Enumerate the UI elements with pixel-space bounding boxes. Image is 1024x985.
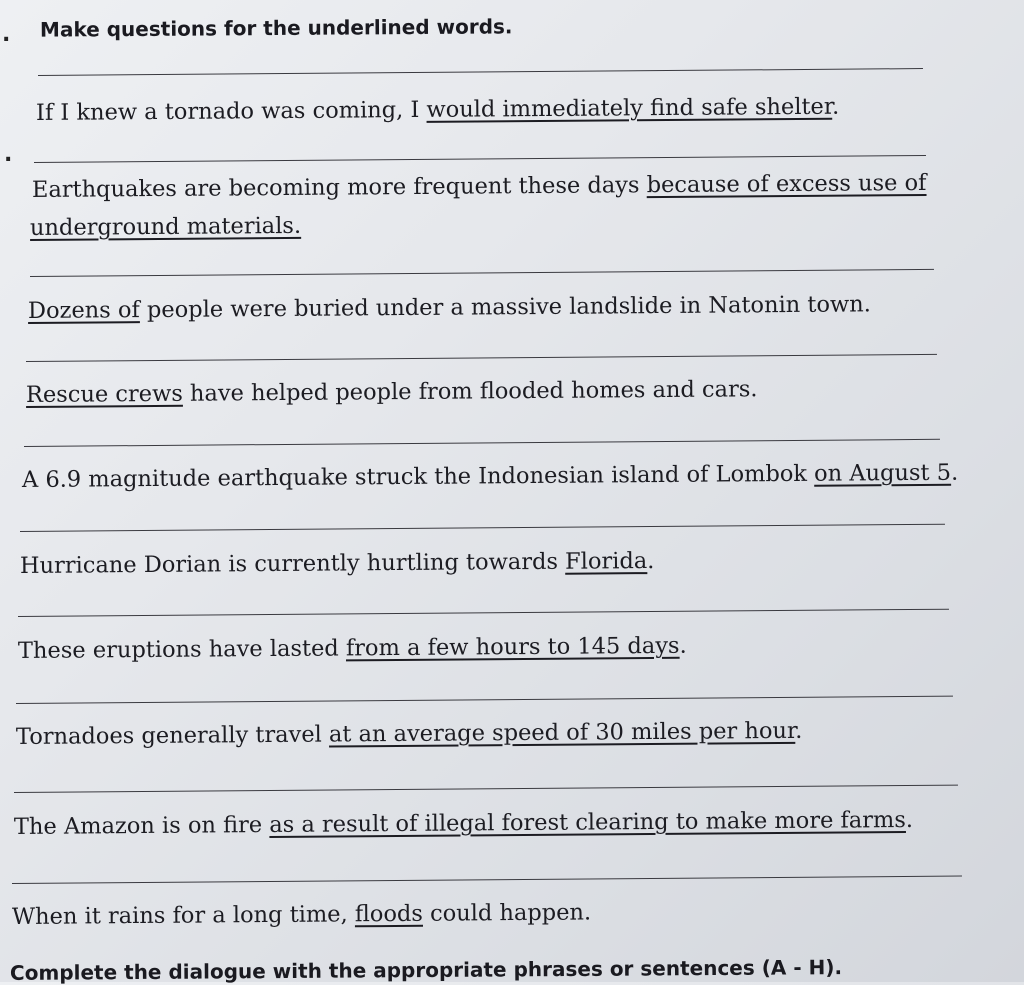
sentence-text: people were buried under a massive landslide in Natonin town. bbox=[139, 291, 871, 324]
sentence-text: . bbox=[795, 717, 803, 744]
answer-line[interactable] bbox=[14, 785, 958, 793]
underlined-phrase: Florida bbox=[565, 548, 648, 575]
answer-line[interactable] bbox=[18, 609, 949, 617]
underlined-phrase: as a result of illegal forest clearing to make more farms bbox=[269, 806, 906, 838]
underlined-phrase: floods bbox=[354, 900, 424, 928]
sentence-text: Hurricane Dorian is currently hurtling towards bbox=[19, 548, 566, 579]
sentence-text: Earthquakes are becoming more frequent these days bbox=[31, 172, 647, 203]
question-sentence-8 bbox=[16, 712, 803, 756]
question-sentence-10 bbox=[12, 893, 591, 936]
sentence-text: . bbox=[679, 632, 687, 659]
sentence-text: could happen. bbox=[422, 899, 592, 927]
sentence-text: Tornadoes generally travel bbox=[15, 721, 330, 750]
answer-line[interactable] bbox=[12, 876, 962, 884]
answer-line[interactable] bbox=[26, 354, 937, 362]
instruction-heading: Make questions for the underlined words. bbox=[39, 14, 513, 42]
answer-line[interactable] bbox=[20, 524, 945, 532]
question-sentence-3 bbox=[28, 285, 871, 330]
sentence-text: When it rains for a long time, bbox=[11, 901, 355, 930]
sentence-text: . bbox=[905, 806, 914, 833]
sentence-text: If I knew a tornado was coming, I bbox=[35, 96, 427, 126]
sentence-text: have helped people from flooded homes and cars. bbox=[182, 376, 758, 407]
underlined-phrase: Dozens of bbox=[27, 297, 140, 324]
underlined-phrase: would immediately find safe shelter bbox=[426, 93, 833, 123]
question-sentence-1 bbox=[36, 88, 840, 132]
sentence-text: . bbox=[832, 93, 840, 120]
underlined-phrase: at an average speed of 30 miles per hour bbox=[328, 717, 796, 748]
next-section-heading: Complete the dialogue with the appropriate phrases or sentences (A - H). bbox=[9, 955, 843, 985]
underlined-phrase: from a few hours to 145 days bbox=[345, 632, 680, 662]
question-sentence-2-line2 bbox=[30, 207, 301, 247]
answer-line[interactable] bbox=[24, 439, 940, 447]
sentence-text: . bbox=[647, 548, 655, 575]
underlined-phrase: on August 5 bbox=[814, 459, 952, 487]
sentence-text: These eruptions have lasted bbox=[17, 635, 347, 664]
question-sentence-4 bbox=[26, 370, 758, 414]
answer-line[interactable] bbox=[38, 68, 923, 76]
question-sentence-9 bbox=[14, 801, 913, 846]
answer-line[interactable] bbox=[34, 155, 926, 163]
underlined-phrase: underground materials. bbox=[29, 212, 302, 241]
question-sentence-2 bbox=[32, 164, 927, 209]
question-sentence-6 bbox=[20, 542, 655, 585]
answer-line[interactable] bbox=[16, 696, 953, 704]
underlined-phrase: Rescue crews bbox=[25, 380, 183, 408]
sentence-text: . bbox=[950, 459, 959, 486]
answer-line[interactable] bbox=[30, 269, 934, 277]
sentence-text: The Amazon is on fire bbox=[13, 811, 270, 840]
bullet-mark: . bbox=[2, 22, 11, 47]
question-sentence-5 bbox=[22, 454, 958, 499]
question-sentence-7 bbox=[18, 627, 687, 670]
bullet-mark: . bbox=[4, 142, 13, 167]
sentence-text: A 6.9 magnitude earthquake struck the Indonesian island of Lombok bbox=[21, 460, 815, 493]
underlined-phrase: because of excess use of bbox=[646, 169, 927, 199]
